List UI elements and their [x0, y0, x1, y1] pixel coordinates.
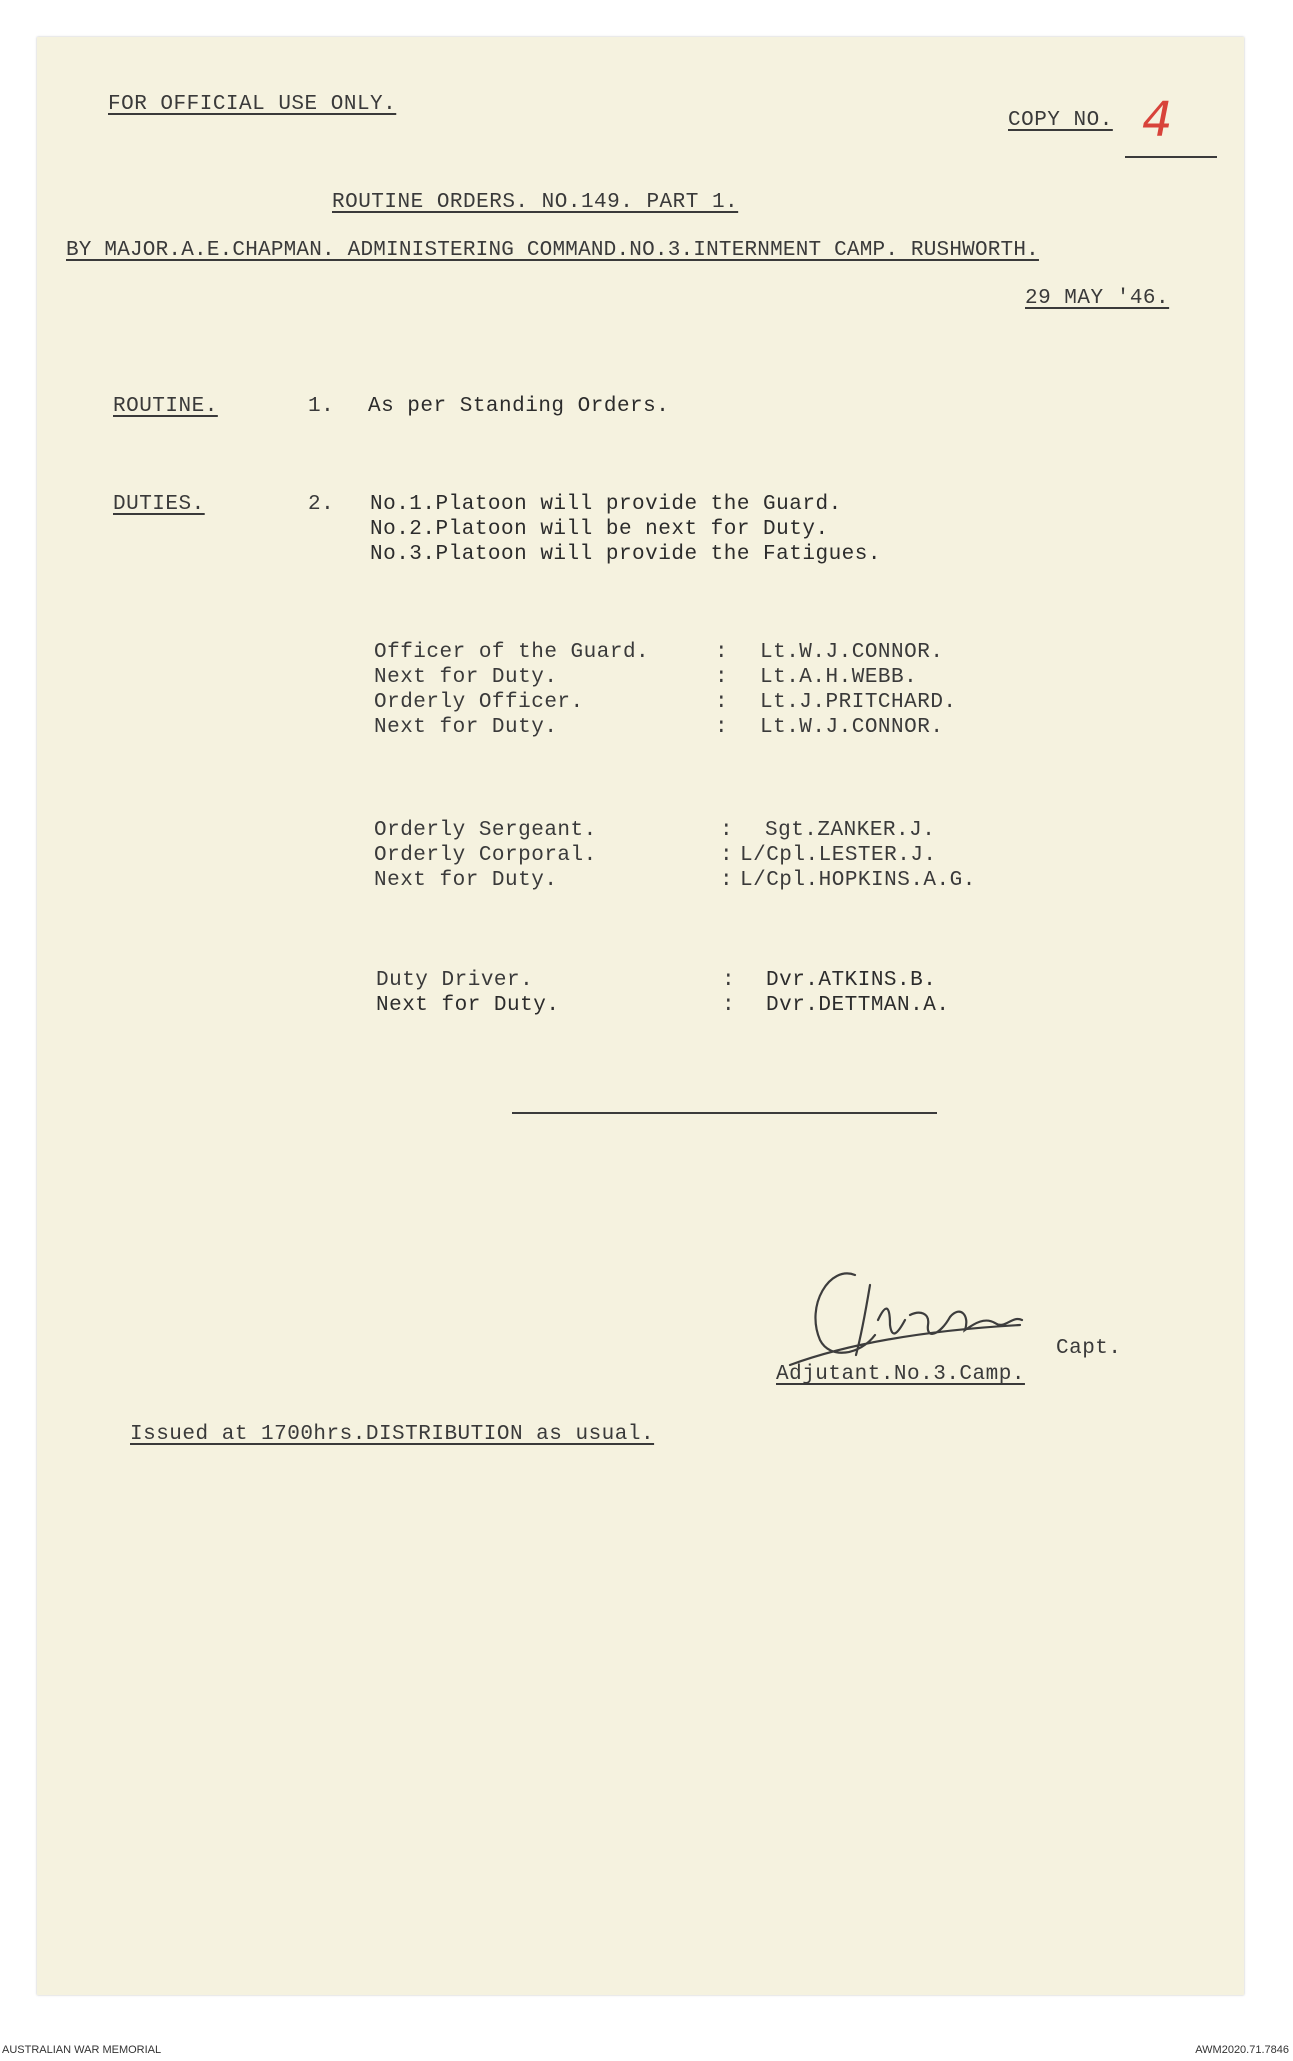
officer-role: Orderly Officer.	[374, 691, 584, 714]
nco-name: L/Cpl.HOPKINS.A.G.	[740, 869, 976, 892]
driver-role: Next for Duty.	[376, 994, 560, 1017]
signature-rank: Capt.	[1056, 1337, 1122, 1360]
routine-number: 1.	[308, 395, 335, 418]
officer-name: Lt.A.H.WEBB.	[760, 666, 918, 689]
footer-left: AUSTRALIAN WAR MEMORIAL	[2, 2044, 162, 2056]
nco-role: Next for Duty.	[374, 869, 558, 892]
footer-right: AWM2020.71.7846	[1195, 2044, 1289, 2056]
issuer-line: BY MAJOR.A.E.CHAPMAN. ADMINISTERING COMMAND.NO.3.INTERNMENT CAMP. RUSHWORTH.	[66, 239, 1039, 262]
copy-label: COPY NO.	[1008, 109, 1113, 132]
officer-separator: :	[715, 691, 729, 714]
officer-role: Next for Duty.	[374, 666, 558, 689]
duties-heading: DUTIES.	[113, 493, 205, 516]
driver-name: Dvr.ATKINS.B.	[766, 969, 937, 992]
nco-role: Orderly Sergeant.	[374, 819, 597, 842]
officer-name: Lt.W.J.CONNOR.	[760, 641, 944, 664]
officer-name: Lt.W.J.CONNOR.	[760, 716, 944, 739]
nco-separator: :	[720, 819, 734, 842]
officer-separator: :	[715, 666, 729, 689]
duties-line: No.1.Platoon will provide the Guard.	[370, 493, 842, 516]
officer-role: Officer of the Guard.	[374, 641, 650, 664]
nco-name: L/Cpl.LESTER.J.	[740, 844, 937, 867]
officer-name: Lt.J.PRITCHARD.	[760, 691, 957, 714]
driver-separator: :	[722, 994, 736, 1017]
signature-title: Adjutant.No.3.Camp.	[776, 1363, 1025, 1386]
officer-role: Next for Duty.	[374, 716, 558, 739]
nco-name: Sgt.ZANKER.J.	[765, 819, 936, 842]
duties-line: No.2.Platoon will be next for Duty.	[370, 518, 829, 541]
signature-image	[760, 1245, 1060, 1375]
routine-heading: ROUTINE.	[113, 395, 218, 418]
document-title: ROUTINE ORDERS. NO.149. PART 1.	[332, 191, 739, 214]
duties-number: 2.	[308, 493, 335, 516]
officer-separator: :	[715, 641, 729, 664]
copy-number-underline	[1125, 156, 1217, 158]
document-page	[37, 37, 1244, 1995]
nco-separator: :	[720, 844, 734, 867]
issued-line: Issued at 1700hrs.DISTRIBUTION as usual.	[130, 1423, 655, 1446]
routine-text: As per Standing Orders.	[368, 395, 670, 418]
classification-heading: FOR OFFICIAL USE ONLY.	[108, 93, 397, 116]
signature-stroke	[790, 1273, 1022, 1365]
nco-separator: :	[720, 869, 734, 892]
duties-line: No.3.Platoon will provide the Fatigues.	[370, 543, 881, 566]
copy-number: 4	[1142, 92, 1174, 148]
nco-role: Orderly Corporal.	[374, 844, 597, 867]
section-divider	[512, 1112, 937, 1114]
document-date: 29 MAY '46.	[1025, 287, 1170, 310]
driver-role: Duty Driver.	[376, 969, 534, 992]
officer-separator: :	[715, 716, 729, 739]
driver-separator: :	[722, 969, 736, 992]
driver-name: Dvr.DETTMAN.A.	[766, 994, 950, 1017]
